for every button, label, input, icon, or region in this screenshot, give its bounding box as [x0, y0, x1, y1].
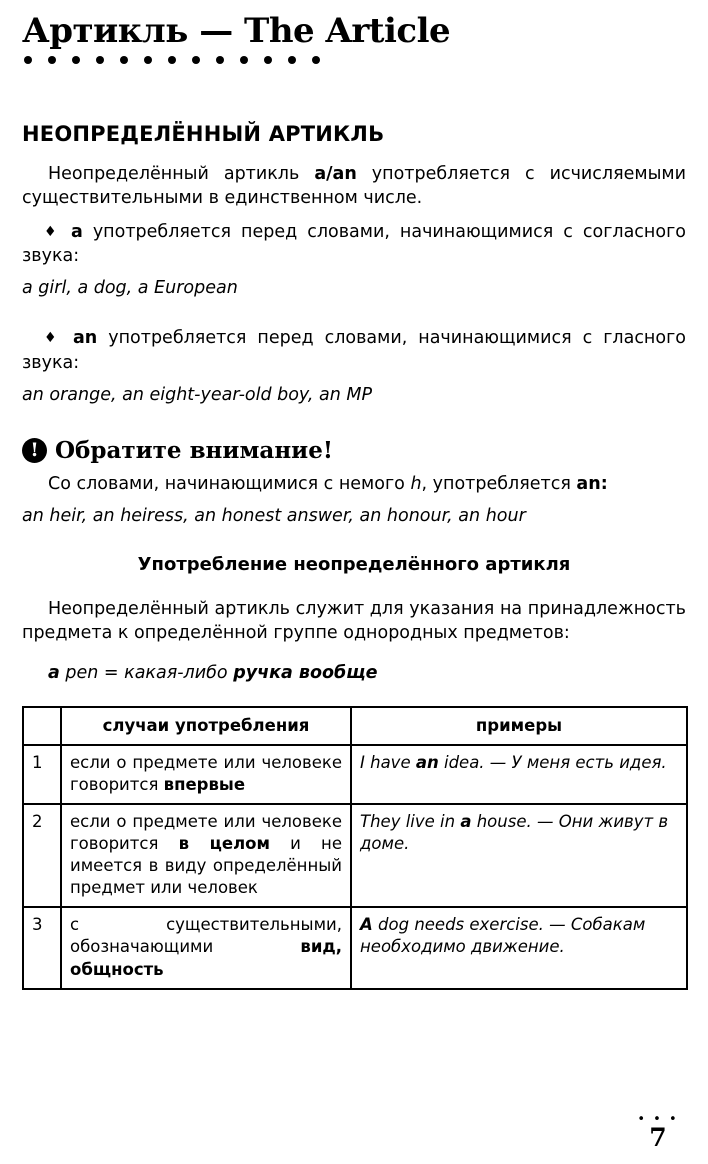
attention-text-1: Со словами, начинающимися с немого — [48, 473, 411, 494]
attention-text — [22, 472, 686, 496]
row-case — [61, 907, 351, 988]
attention-examples: an heir, an heiress, an honest answer, an honour, an hour — [22, 505, 526, 526]
formula-article: a — [48, 663, 60, 684]
intro-paragraph — [22, 162, 686, 210]
attention-block — [22, 437, 686, 464]
row-case-text-1: если о предмете или человеке говорится — [70, 752, 342, 794]
attention-text-2: , употребляется — [421, 473, 577, 494]
rule-a-text: употребляется перед словами, начинающимися с согласного звука: — [22, 221, 686, 267]
rule-an-line — [22, 326, 686, 374]
diamond-bullet-icon: ♦ — [44, 223, 61, 240]
table-header-num — [23, 707, 61, 745]
page-content — [22, 11, 686, 990]
usage-table — [22, 706, 688, 990]
row-example — [351, 804, 687, 907]
row-case-text-2: и не имеется в виду определённый предмет или человек — [70, 833, 342, 898]
decorative-dot-rule — [24, 56, 686, 64]
row-number: 1 — [23, 745, 61, 804]
rule-a-examples: a girl, a dog, a European — [22, 278, 238, 299]
formula-emphasis: ручка вообще — [233, 663, 378, 684]
usage-heading: Употребление неопределённого артикля — [137, 554, 571, 576]
row-example-text-1: They live in — [360, 811, 461, 831]
table-header-examples: примеры — [351, 707, 687, 745]
usage-paragraph: Неопределённый артикль служит для указания на принадлежность предмета к определённой группе однородных предметов: — [22, 599, 686, 644]
row-example-text-1: I have — [360, 752, 416, 772]
row-example-text-2: dog needs exercise. — Собакам необходимо движение. — [360, 915, 646, 957]
row-case-bold: в целом — [178, 833, 270, 853]
table-header-row — [23, 707, 687, 745]
table-row — [23, 804, 687, 907]
row-case-bold: вид, общность — [70, 937, 342, 979]
page-footer — [628, 1112, 688, 1152]
rule-a-article: a — [71, 221, 83, 242]
row-case — [61, 745, 351, 804]
table-row — [23, 907, 687, 988]
rule-an-article: an — [72, 328, 98, 349]
exclamation-icon: ! — [22, 438, 47, 463]
row-example-text-2: house. — Они живут в доме. — [360, 811, 669, 853]
rule-a-line — [22, 220, 686, 268]
diamond-bullet-icon: ♦ — [44, 330, 62, 347]
page-number: 7 — [649, 1123, 667, 1152]
intro-text-1: Неопределённый артикль — [48, 163, 315, 184]
row-case-text-1: если о предмете или человеке говорится — [70, 811, 342, 853]
rule-an-examples: an orange, an eight-year-old boy, an MP — [22, 384, 373, 405]
row-example — [351, 745, 687, 804]
intro-text-2: употребляется с исчисляемыми существительными в единственном числе. — [22, 163, 686, 208]
attention-letter-h: h — [410, 473, 422, 494]
rule-an-text: употребляется перед словами, начинающимися с гласного звука: — [22, 328, 686, 373]
row-example — [351, 907, 687, 988]
row-example-text-2: idea. — У меня есть идея. — [438, 752, 667, 772]
row-number: 2 — [23, 804, 61, 907]
intro-article-bold: a/an — [314, 163, 357, 184]
row-case — [61, 804, 351, 907]
attention-title: Обратите внимание! — [55, 436, 333, 464]
section-heading: НЕОПРЕДЕЛЁННЫЙ АРТИКЛЬ — [22, 121, 385, 146]
row-case-bold: впервые — [163, 774, 246, 794]
attention-article-bold: an: — [576, 473, 608, 494]
usage-formula — [22, 661, 686, 685]
table-header-cases: случаи употребления — [61, 707, 351, 745]
row-number: 3 — [23, 907, 61, 988]
row-example-bold: a — [460, 811, 472, 831]
page-title: Артикль — The Article — [22, 11, 451, 51]
row-example-bold: an — [415, 752, 439, 772]
row-example-bold: A — [360, 915, 373, 935]
table-row — [23, 745, 687, 804]
formula-middle: pen = какая-либо — [59, 663, 234, 684]
row-case-text-1: с существительными, обозначающими — [70, 915, 342, 957]
footer-dots: • • • — [637, 1112, 679, 1127]
